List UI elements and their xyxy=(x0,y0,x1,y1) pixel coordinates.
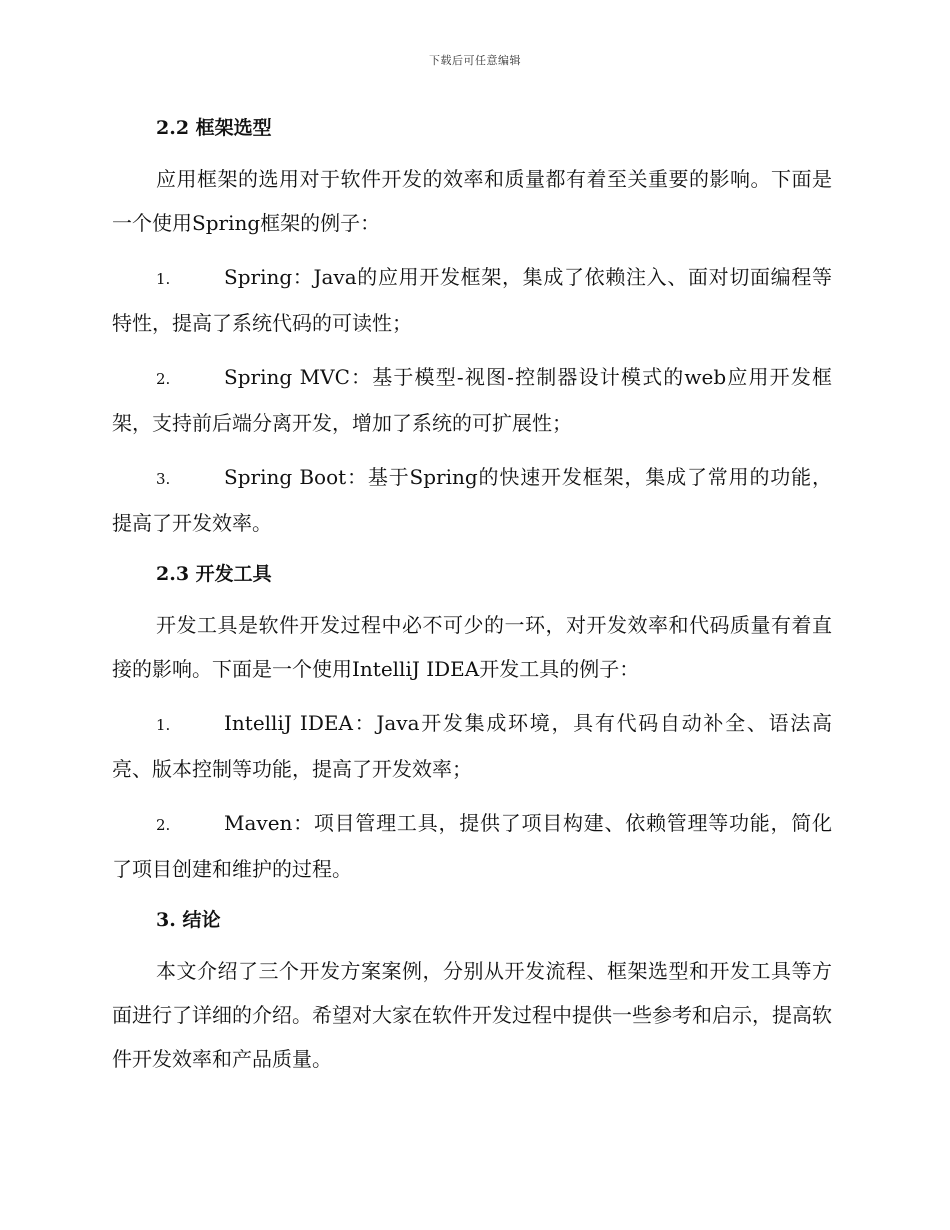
section-heading-2-2: 2.2 框架选型 xyxy=(156,117,272,139)
list-item-number: 2. xyxy=(156,816,171,834)
page-header: 下载后可任意编辑 xyxy=(429,54,521,67)
list-item-text: Maven：项目管理工具，提供了项目构建、依赖管理等功能，简化了项目创建和维护的过程。 xyxy=(112,811,832,881)
list-item xyxy=(112,355,832,445)
section-heading-3: 3. 结论 xyxy=(156,909,221,931)
list-item-number: 1. xyxy=(156,716,171,734)
list-item-number: 3. xyxy=(156,470,171,488)
list-item-text: Spring MVC：基于模型-视图-控制器设计模式的web应用开发框架，支持前后端分离开发，增加了系统的可扩展性； xyxy=(112,365,832,435)
section-2-3-intro: 开发工具是软件开发过程中必不可少的一环，对开发效率和代码质量有着直接的影响。下面是一个使用IntelliJ IDEA开发工具的例子： xyxy=(112,613,832,681)
list-item xyxy=(112,255,832,345)
list-item xyxy=(112,801,832,891)
section-2-2-intro: 应用框架的选用对于软件开发的效率和质量都有着至关重要的影响。下面是一个使用Spring框架的例子： xyxy=(112,167,832,235)
list-item-text: Spring Boot：基于Spring的快速开发框架，集成了常用的功能，提高了开发效率。 xyxy=(112,465,832,535)
list-item-text: Spring：Java的应用开发框架，集成了依赖注入、面对切面编程等特性，提高了系统代码的可读性； xyxy=(112,265,832,335)
list-item xyxy=(112,455,832,545)
list-item-number: 2. xyxy=(156,370,171,388)
list-item xyxy=(112,701,832,791)
document-body xyxy=(112,108,832,1081)
list-item-text: IntelliJ IDEA：Java开发集成环境，具有代码自动补全、语法高亮、版本控制等功能，提高了开发效率； xyxy=(112,711,832,781)
section-heading-2-3: 2.3 开发工具 xyxy=(156,563,272,585)
conclusion-body: 本文介绍了三个开发方案案例，分别从开发流程、框架选型和开发工具等方面进行了详细的介绍。希望对大家在软件开发过程中提供一些参考和启示，提高软件开发效率和产品质量。 xyxy=(112,959,832,1071)
list-item-number: 1. xyxy=(156,270,171,288)
